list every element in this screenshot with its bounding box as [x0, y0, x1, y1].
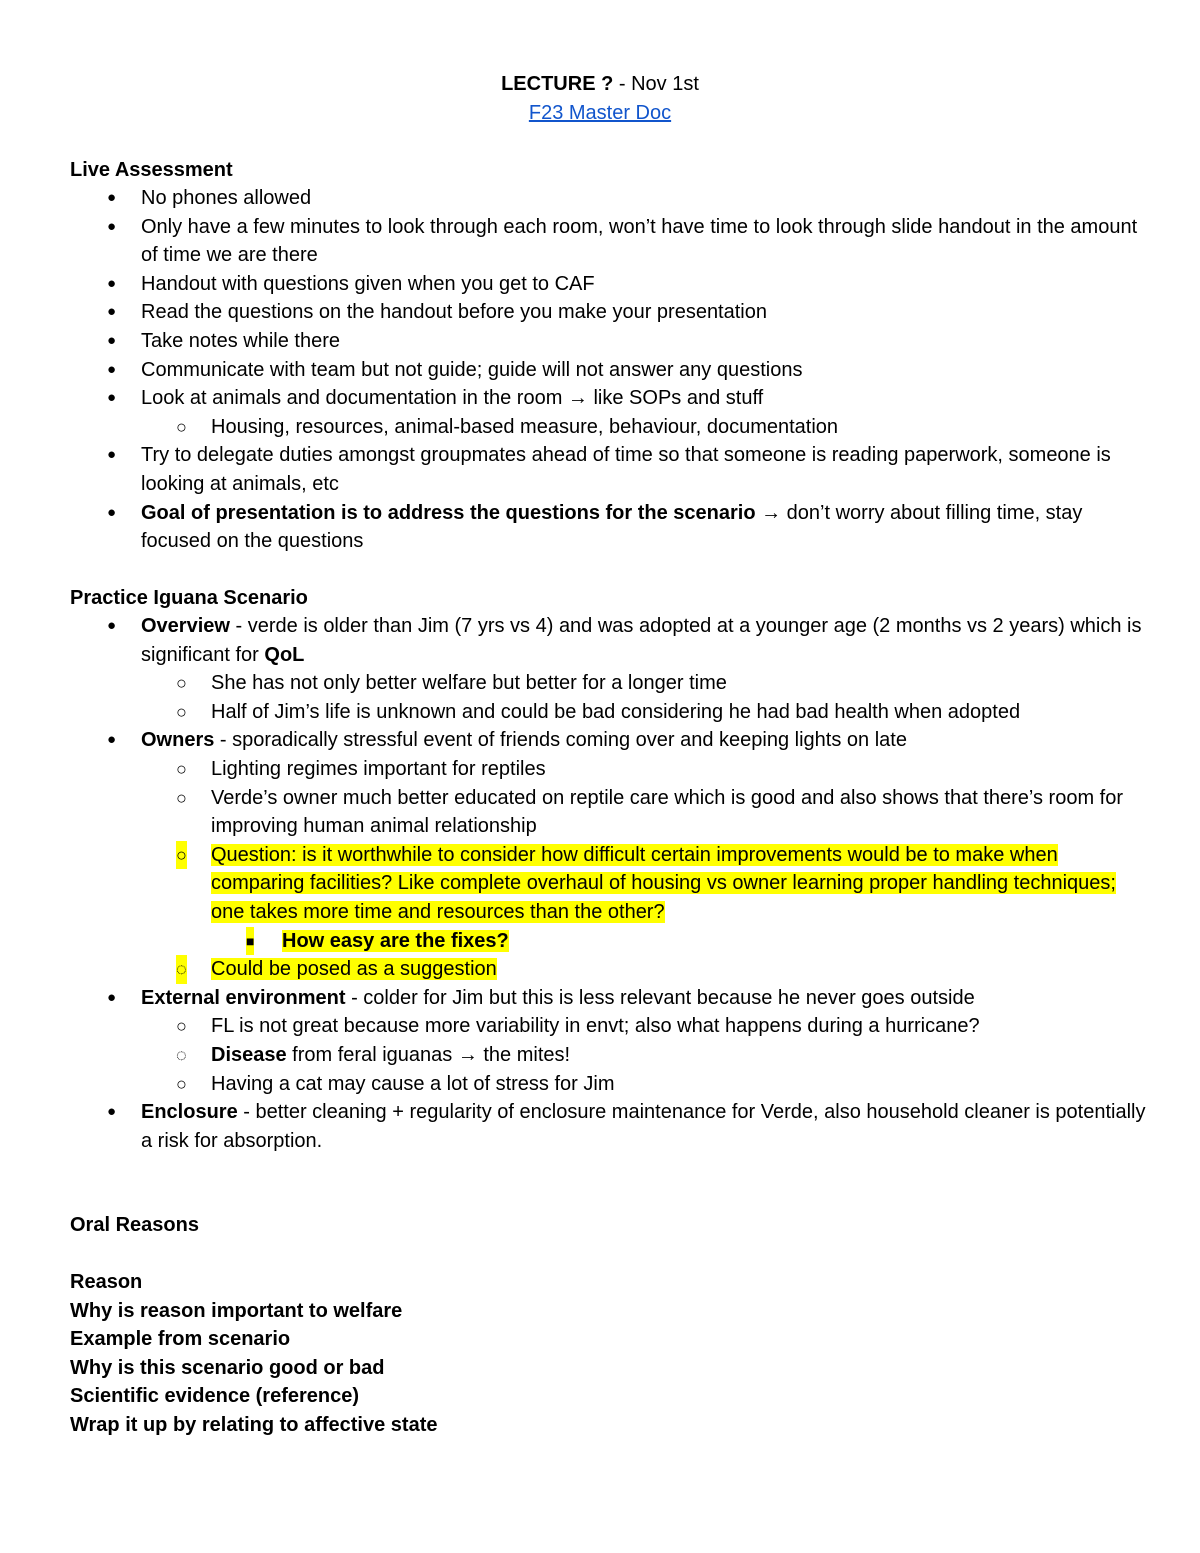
- circle-bullet-icon: ○: [176, 841, 187, 870]
- square-bullet-icon: ■: [246, 927, 254, 956]
- iguana-scenario-heading: Practice Iguana Scenario: [70, 587, 308, 609]
- page-title: [0, 70, 1200, 98]
- bullet-icon: ●: [107, 331, 117, 349]
- list-item: [70, 384, 1150, 413]
- highlighted-text: Question: is it worthwhile to consider how difficult certain improvements would be to make when comparing facilities? Like complete overhaul of housing vs owner learning proper handling techniques; one takes more time and resources than the other?: [211, 843, 1116, 923]
- bullet-icon: ●: [107, 303, 117, 321]
- list-item-text: FL is not great because more variability in envt; also what happens during a hurricane?: [211, 1015, 980, 1038]
- master-doc-link-row: [0, 99, 1200, 127]
- list-item: [70, 327, 1150, 356]
- bullet-icon: ●: [107, 446, 117, 464]
- bullet-icon: ●: [107, 360, 117, 378]
- list-item: [70, 726, 1150, 755]
- oral-reasons-list: [70, 1268, 437, 1440]
- list-item-text: Only have a few minutes to look through each room, won’t have time to look through slide handout in the amount of time we are there: [141, 215, 1138, 267]
- list-item-text: - sporadically stressful event of friends coming over and keeping lights on late: [214, 729, 907, 752]
- sub-list-item: [70, 669, 1150, 698]
- circle-bullet-icon: ○: [176, 787, 187, 808]
- bullet-icon: ●: [107, 274, 117, 292]
- master-doc-link[interactable]: F23 Master Doc: [528, 102, 672, 124]
- live-assessment-heading: Live Assessment: [70, 159, 233, 181]
- sub-list-item: [70, 413, 1150, 442]
- oral-reason-line: Wrap it up by relating to affective state: [70, 1413, 438, 1436]
- title-date: - Nov 1st: [613, 73, 699, 95]
- circle-bullet-icon: ○: [176, 673, 187, 694]
- list-item-text: Take notes while there: [141, 329, 341, 352]
- list-item: [70, 184, 1150, 213]
- iguana-scenario-list: [70, 612, 1150, 1155]
- highlighted-sub-list-item: [70, 841, 1150, 927]
- bullet-icon: ●: [107, 189, 117, 206]
- sub-list-item: [70, 1041, 1150, 1070]
- sub-list-item: [70, 698, 1150, 727]
- list-item-text: She has not only better welfare but better for a longer time: [211, 672, 727, 695]
- list-item: [70, 984, 1150, 1013]
- list-item-bold-text: Disease: [211, 1043, 287, 1066]
- list-item: [70, 441, 1150, 498]
- circle-bullet-icon: ○: [176, 1016, 187, 1037]
- list-item: [70, 1098, 1150, 1155]
- bullet-icon: ●: [107, 389, 117, 407]
- bullet-icon: ●: [107, 217, 117, 235]
- circle-bullet-icon: ○: [176, 416, 187, 437]
- oral-reasons-heading: Oral Reasons: [70, 1214, 199, 1236]
- circle-bullet-icon: ○: [176, 1073, 187, 1094]
- title-bold: LECTURE ?: [501, 73, 614, 95]
- highlighted-bold-text: How easy are the fixes?: [282, 929, 509, 952]
- list-item-text: from feral iguanas → the mites!: [286, 1043, 571, 1066]
- list-item-text: Having a cat may cause a lot of stress for Jim: [211, 1072, 615, 1095]
- oral-reason-line: Why is this scenario good or bad: [70, 1356, 385, 1379]
- bullet-icon: ●: [107, 617, 117, 634]
- circle-bullet-icon: ○: [176, 701, 187, 722]
- list-item-bold-text: External environment: [141, 986, 346, 1009]
- list-item-text: Lighting regimes important for reptiles: [211, 757, 546, 780]
- highlighted-sub-sub-list-item: [70, 927, 1150, 956]
- list-item-text: - colder for Jim but this is less relevant because he never goes outside: [345, 986, 975, 1009]
- live-assessment-list: [70, 184, 1150, 556]
- list-item-bold-text: QoL: [264, 643, 305, 666]
- list-item: [70, 213, 1150, 270]
- oral-reason-line: Reason: [70, 1271, 143, 1293]
- sub-list-item: [70, 784, 1150, 841]
- highlighted-text: Could be posed as a suggestion: [211, 958, 497, 981]
- bullet-icon: ●: [107, 1103, 117, 1121]
- list-item: [70, 270, 1150, 299]
- list-item: [70, 499, 1150, 556]
- list-item-text: Try to delegate duties amongst groupmates ahead of time so that someone is reading paperwork, someone is looking at animals, etc: [141, 444, 1111, 495]
- list-item: [70, 612, 1150, 669]
- circle-bullet-icon: ○: [176, 758, 187, 779]
- dotted-circle-bullet-icon: ◌: [176, 955, 187, 984]
- list-item-text: Communicate with team but not guide; guide will not answer any questions: [141, 358, 803, 381]
- oral-reason-line: Example from scenario: [70, 1328, 291, 1351]
- list-item-text: - verde is older than Jim (7 yrs vs 4) and was adopted at a younger age (2 months vs 2 years) which is significant for: [141, 615, 1142, 666]
- list-item-text: Read the questions on the handout before you make your presentation: [141, 301, 767, 324]
- list-item-text: Verde’s owner much better educated on reptile care which is good and also shows that there’s room for improving human animal relationship: [211, 786, 1124, 838]
- list-item-text: Half of Jim’s life is unknown and could be bad considering he had bad health when adopted: [211, 700, 1021, 723]
- list-item-text: → don’t worry about filling time, stay focused on the questions: [141, 501, 1083, 553]
- list-item-bold-text: Overview: [141, 615, 230, 637]
- list-item: [70, 298, 1150, 327]
- list-item: [70, 356, 1150, 385]
- list-item-text: Housing, resources, animal-based measure, behaviour, documentation: [211, 415, 839, 438]
- oral-reason-line: Scientific evidence (reference): [70, 1385, 360, 1408]
- list-item-bold-text: Owners: [141, 729, 215, 752]
- sub-list-item: [70, 1070, 1150, 1099]
- oral-reason-line: Why is reason important to welfare: [70, 1299, 403, 1322]
- list-item-text: Handout with questions given when you get to CAF: [141, 272, 595, 295]
- sub-list-item: [70, 1012, 1150, 1041]
- dotted-circle-bullet-icon: ◌: [176, 1044, 187, 1065]
- list-item-text: No phones allowed: [141, 187, 312, 209]
- list-item-text: - better cleaning + regularity of enclosure maintenance for Verde, also household cleaner is potentially a risk for absorption.: [141, 1101, 1146, 1152]
- bullet-icon: ●: [107, 731, 117, 749]
- bullet-icon: ●: [107, 988, 117, 1006]
- list-item-text: Look at animals and documentation in the room → like SOPs and stuff: [141, 387, 764, 410]
- sub-list-item: [70, 755, 1150, 784]
- list-item-bold-text: Goal of presentation is to address the questions for the scenario: [141, 501, 756, 524]
- list-item-bold-text: Enclosure: [141, 1101, 238, 1124]
- bullet-icon: ●: [107, 503, 117, 521]
- highlighted-sub-list-item: [70, 955, 1150, 984]
